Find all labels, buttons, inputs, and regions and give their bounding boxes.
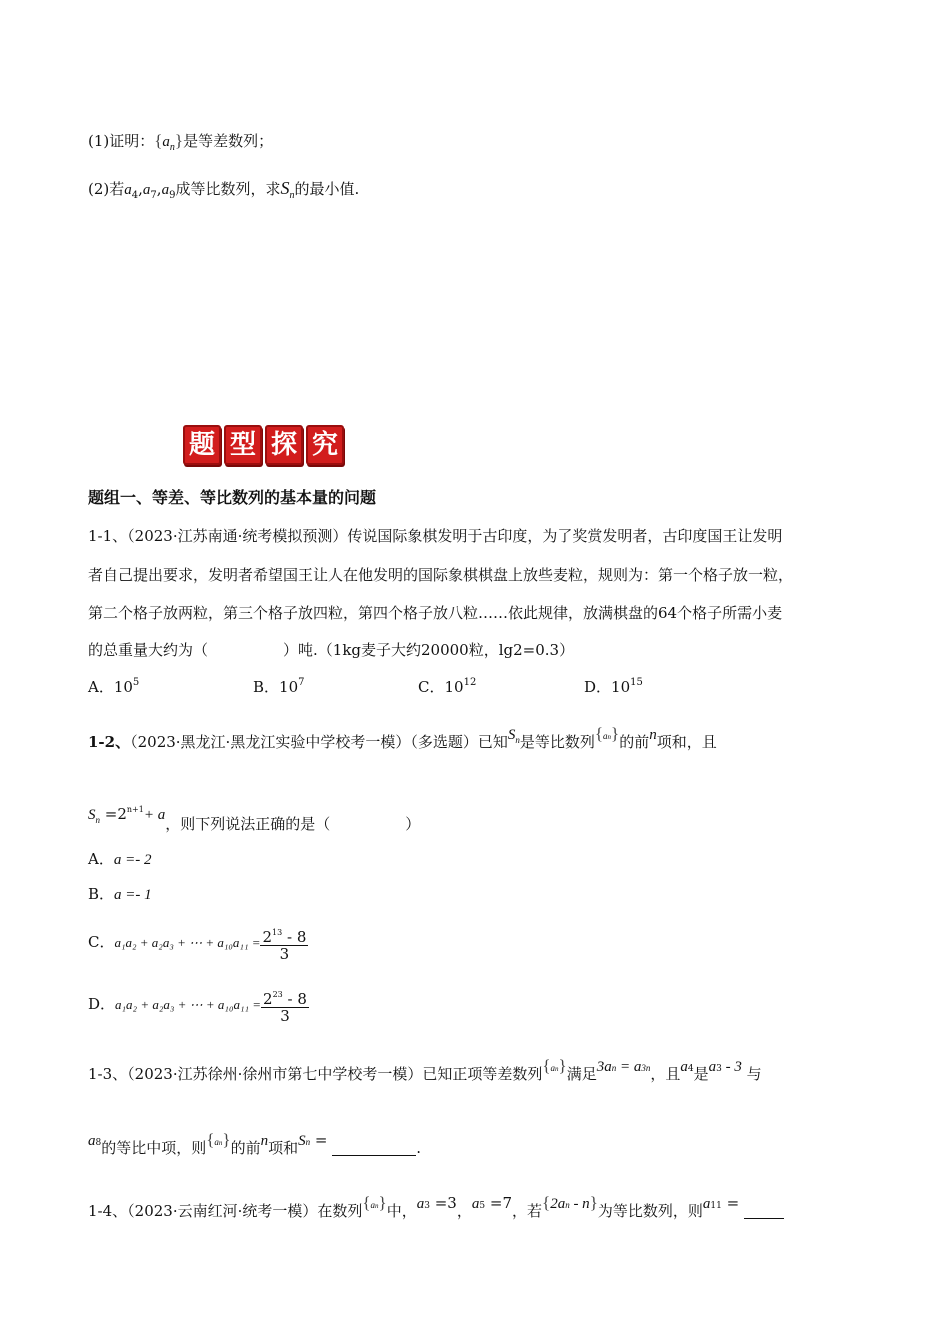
q3-a4-sub: 4	[687, 1064, 694, 1074]
q2-n: n	[649, 727, 657, 743]
q4-a5-value: =7	[485, 1194, 512, 1212]
q3-seq-a: a	[214, 1137, 219, 1147]
q3-eq-left-sub: n	[611, 1063, 617, 1073]
q2-a-sub: n	[607, 733, 612, 741]
q4-a3-value: =3	[429, 1194, 457, 1212]
q2-option-d-label: D．	[88, 995, 116, 1013]
q3-S-sub: n	[305, 1137, 311, 1147]
q3-text-a: 1-3、（2023·江苏徐州·徐州市第七中学校考一模）已知正项等差数列	[88, 1065, 543, 1083]
frac-tail: - 8	[282, 989, 307, 1008]
q2-cond-S: S	[88, 807, 96, 823]
q3-line2	[88, 1130, 421, 1158]
q3-a8-sub: 8	[95, 1138, 102, 1148]
q2-text2: 的前	[619, 733, 650, 751]
q4-text-b: 中，	[386, 1202, 417, 1220]
frac-tail: - 8	[282, 927, 307, 946]
brace-left: {	[542, 1193, 551, 1212]
brace-left: {	[594, 724, 604, 743]
S-sub: n	[289, 190, 295, 201]
q3-eq-left: 3a	[596, 1059, 612, 1075]
a4-sub: 4	[131, 190, 139, 201]
q3-text-c: ，且	[650, 1065, 681, 1083]
part1-line	[88, 131, 273, 158]
part2-mid: 成等比数列，求	[175, 180, 281, 198]
q4-answer-blank[interactable]	[744, 1204, 784, 1219]
q1-line3: 第二个格子放两粒，第三个格子放四粒，第四个格子放八粒……依此规律，放满棋盘的64个格子所需小麦	[88, 604, 783, 622]
q2-cond-plus: + a	[143, 807, 166, 823]
q1-option-a[interactable]	[88, 676, 139, 697]
q4-line1	[88, 1193, 784, 1221]
frac-exp: 23	[272, 989, 283, 999]
a4-term: a	[124, 182, 132, 198]
q4-a5-sub: 5	[479, 1201, 486, 1211]
q2-option-d-frac	[261, 987, 309, 1024]
q1-option-d-text: D．10	[584, 678, 631, 696]
part1-suffix: 是等差数列；	[183, 132, 274, 150]
q3-a8: a	[88, 1133, 96, 1149]
q2-line1	[88, 724, 717, 752]
part1-seq-sub: n	[169, 142, 175, 153]
q4-seq-sub: n	[565, 1200, 570, 1210]
q2-a: a	[603, 731, 608, 741]
part1-seq: a	[162, 134, 170, 150]
q3-a3: a	[708, 1059, 717, 1075]
q3-answer-blank[interactable]	[332, 1141, 416, 1156]
banner-tile: 型	[224, 425, 262, 465]
brace-right: }	[558, 1056, 567, 1075]
a7-term: a	[142, 182, 151, 198]
q4-seq-tail: - n	[569, 1196, 590, 1212]
q3-end: .	[416, 1139, 422, 1157]
q1-option-a-text: A．10	[88, 678, 133, 696]
q4-a: a	[370, 1200, 376, 1210]
q2-option-a[interactable]	[88, 849, 151, 870]
q4-a11-sub: 11	[710, 1201, 722, 1211]
brace-right: }	[222, 1130, 231, 1149]
banner-tile: 探	[265, 425, 303, 465]
q2-option-c-prod: a₁a₂ + a₂a₃ + ⋯ + a₁₀a₁₁ =	[114, 935, 261, 950]
frac-exp: 13	[272, 927, 283, 937]
q2-option-b-label: B．	[88, 885, 115, 903]
q2-option-a-expr: a =- 2	[113, 852, 152, 868]
frac-base: 2	[263, 989, 273, 1008]
q3-eqsign: =	[310, 1131, 328, 1149]
q2-head: 1-2、	[88, 733, 131, 751]
part1-prefix: (1)证明：	[88, 132, 155, 150]
q4-a-sub: n	[375, 1202, 379, 1210]
q2-S: S	[507, 727, 516, 743]
a7-sub: 7	[150, 190, 157, 201]
q2-option-d-prod: a₁a₂ + a₂a₃ + ⋯ + a₁₀a₁₁ =	[115, 997, 262, 1012]
q2-option-c-frac	[260, 925, 308, 962]
q3-eq-right: = a	[616, 1059, 642, 1075]
section-title: 题组一、等差、等比数列的基本量的问题	[88, 488, 377, 507]
q4-a5: a	[471, 1196, 480, 1212]
brace-left: {	[154, 131, 163, 150]
brace-right: }	[378, 1193, 387, 1212]
q3-line1	[88, 1056, 762, 1084]
q3-text-h: 项和	[268, 1139, 299, 1157]
q1-option-c-text: C．10	[418, 678, 464, 696]
q2-text1: 是等比数列	[519, 733, 595, 751]
banner-tile: 究	[306, 425, 344, 465]
q1-option-c[interactable]	[418, 676, 476, 697]
q3-text-f: 的等比中项，则	[101, 1139, 207, 1157]
S-term: S	[280, 178, 290, 198]
q1-line4: 的总重量大约为（ ）吨.（1kg麦子大约20000粒，lg2=0.3）	[88, 641, 575, 659]
a9-sub: 9	[169, 190, 176, 201]
banner-tile: 题	[183, 425, 221, 465]
q4-comma: ，	[456, 1202, 472, 1220]
q2-option-b[interactable]	[88, 884, 152, 905]
q4-a3: a	[416, 1196, 425, 1212]
q2-S-sub: n	[515, 735, 520, 745]
q2-cond-two: =2	[104, 805, 127, 823]
q2-source: （2023·黑龙江·黑龙江实验中学校考一模）（多选题）已知	[130, 733, 508, 751]
q2-option-b-expr: a =- 1	[114, 887, 152, 903]
brace-left: {	[542, 1056, 551, 1075]
part2-prefix: (2)若	[88, 180, 125, 198]
q4-text-c: ，若	[512, 1202, 543, 1220]
q2-option-c-label: C．	[88, 933, 115, 951]
q3-text-b: 满足	[566, 1065, 597, 1083]
q3-a: a	[550, 1063, 556, 1073]
q3-a-sub: n	[555, 1065, 559, 1073]
q3-eq-right-sub: 3n	[641, 1063, 651, 1073]
q1-option-b-text: B．10	[253, 678, 299, 696]
brace-right: }	[589, 1193, 598, 1212]
frac-base: 2	[262, 927, 273, 946]
q3-a3-tail: - 3	[721, 1059, 742, 1075]
part2-line: (2)若$a_4,a_7,a_9$成等比数列，求$S_n$的最小值.	[88, 178, 360, 201]
q2-line2	[88, 800, 420, 834]
q1-line2: 者自己提出要求，发明者希望国王让人在他发明的国际象棋棋盘上放些麦粒，规则为：第一个格子放一粒，	[88, 566, 794, 584]
q3-seq-sub: n	[218, 1139, 223, 1147]
brace-right: }	[174, 131, 184, 150]
q3-text-d: 是	[693, 1065, 709, 1083]
q3-text-g: 的前	[230, 1139, 261, 1157]
q4-a11: a	[702, 1196, 711, 1212]
frac-den: 3	[279, 944, 290, 963]
q3-a3-sub: 3	[716, 1064, 722, 1074]
q2-option-a-label: A．	[88, 850, 114, 868]
q3-n: n	[260, 1133, 269, 1149]
q4-text-a: 1-4、（2023·云南红河·统考一模）在数列	[88, 1202, 363, 1220]
q1-option-b[interactable]	[253, 676, 305, 697]
q1-line1: 1-1、（2023·江苏南通·统考模拟预测）传说国际象棋发明于古印度，为了奖赏发明者，古印度国王让发明	[88, 527, 783, 545]
q2-cond-S-sub: n	[95, 815, 100, 825]
brace-right: }	[611, 724, 620, 743]
brace-left: {	[206, 1130, 215, 1149]
q4-eqsign: =	[721, 1194, 740, 1212]
part2-suffix: 的最小值.	[294, 180, 360, 198]
frac-den: 3	[280, 1006, 290, 1025]
q2-cond-exp: n+1	[126, 805, 144, 814]
a9-term: a	[161, 182, 170, 198]
q3-S: S	[298, 1133, 306, 1149]
q1-option-c-exp: 12	[463, 677, 477, 688]
q2-cond-text: ，则下列说法正确的是（ ）	[165, 815, 421, 833]
q2-option-d[interactable]	[88, 982, 309, 1026]
q4-a3-sub: 3	[424, 1201, 430, 1211]
q3-text-e: 与	[746, 1065, 762, 1083]
q3-a4: a	[680, 1059, 688, 1075]
q4-text-d: 为等比数列，则	[597, 1202, 703, 1220]
q1-option-d[interactable]	[584, 676, 643, 697]
q1-option-b-exp: 7	[298, 677, 305, 688]
q1-option-d-exp: 15	[630, 677, 643, 688]
q1-option-a-exp: 5	[132, 677, 140, 688]
section-banner	[183, 425, 344, 465]
q2-option-c[interactable]	[88, 920, 308, 964]
brace-left: {	[362, 1193, 371, 1212]
q4-seq: 2a	[550, 1196, 566, 1212]
q2-text3: 项和，且	[656, 733, 717, 751]
